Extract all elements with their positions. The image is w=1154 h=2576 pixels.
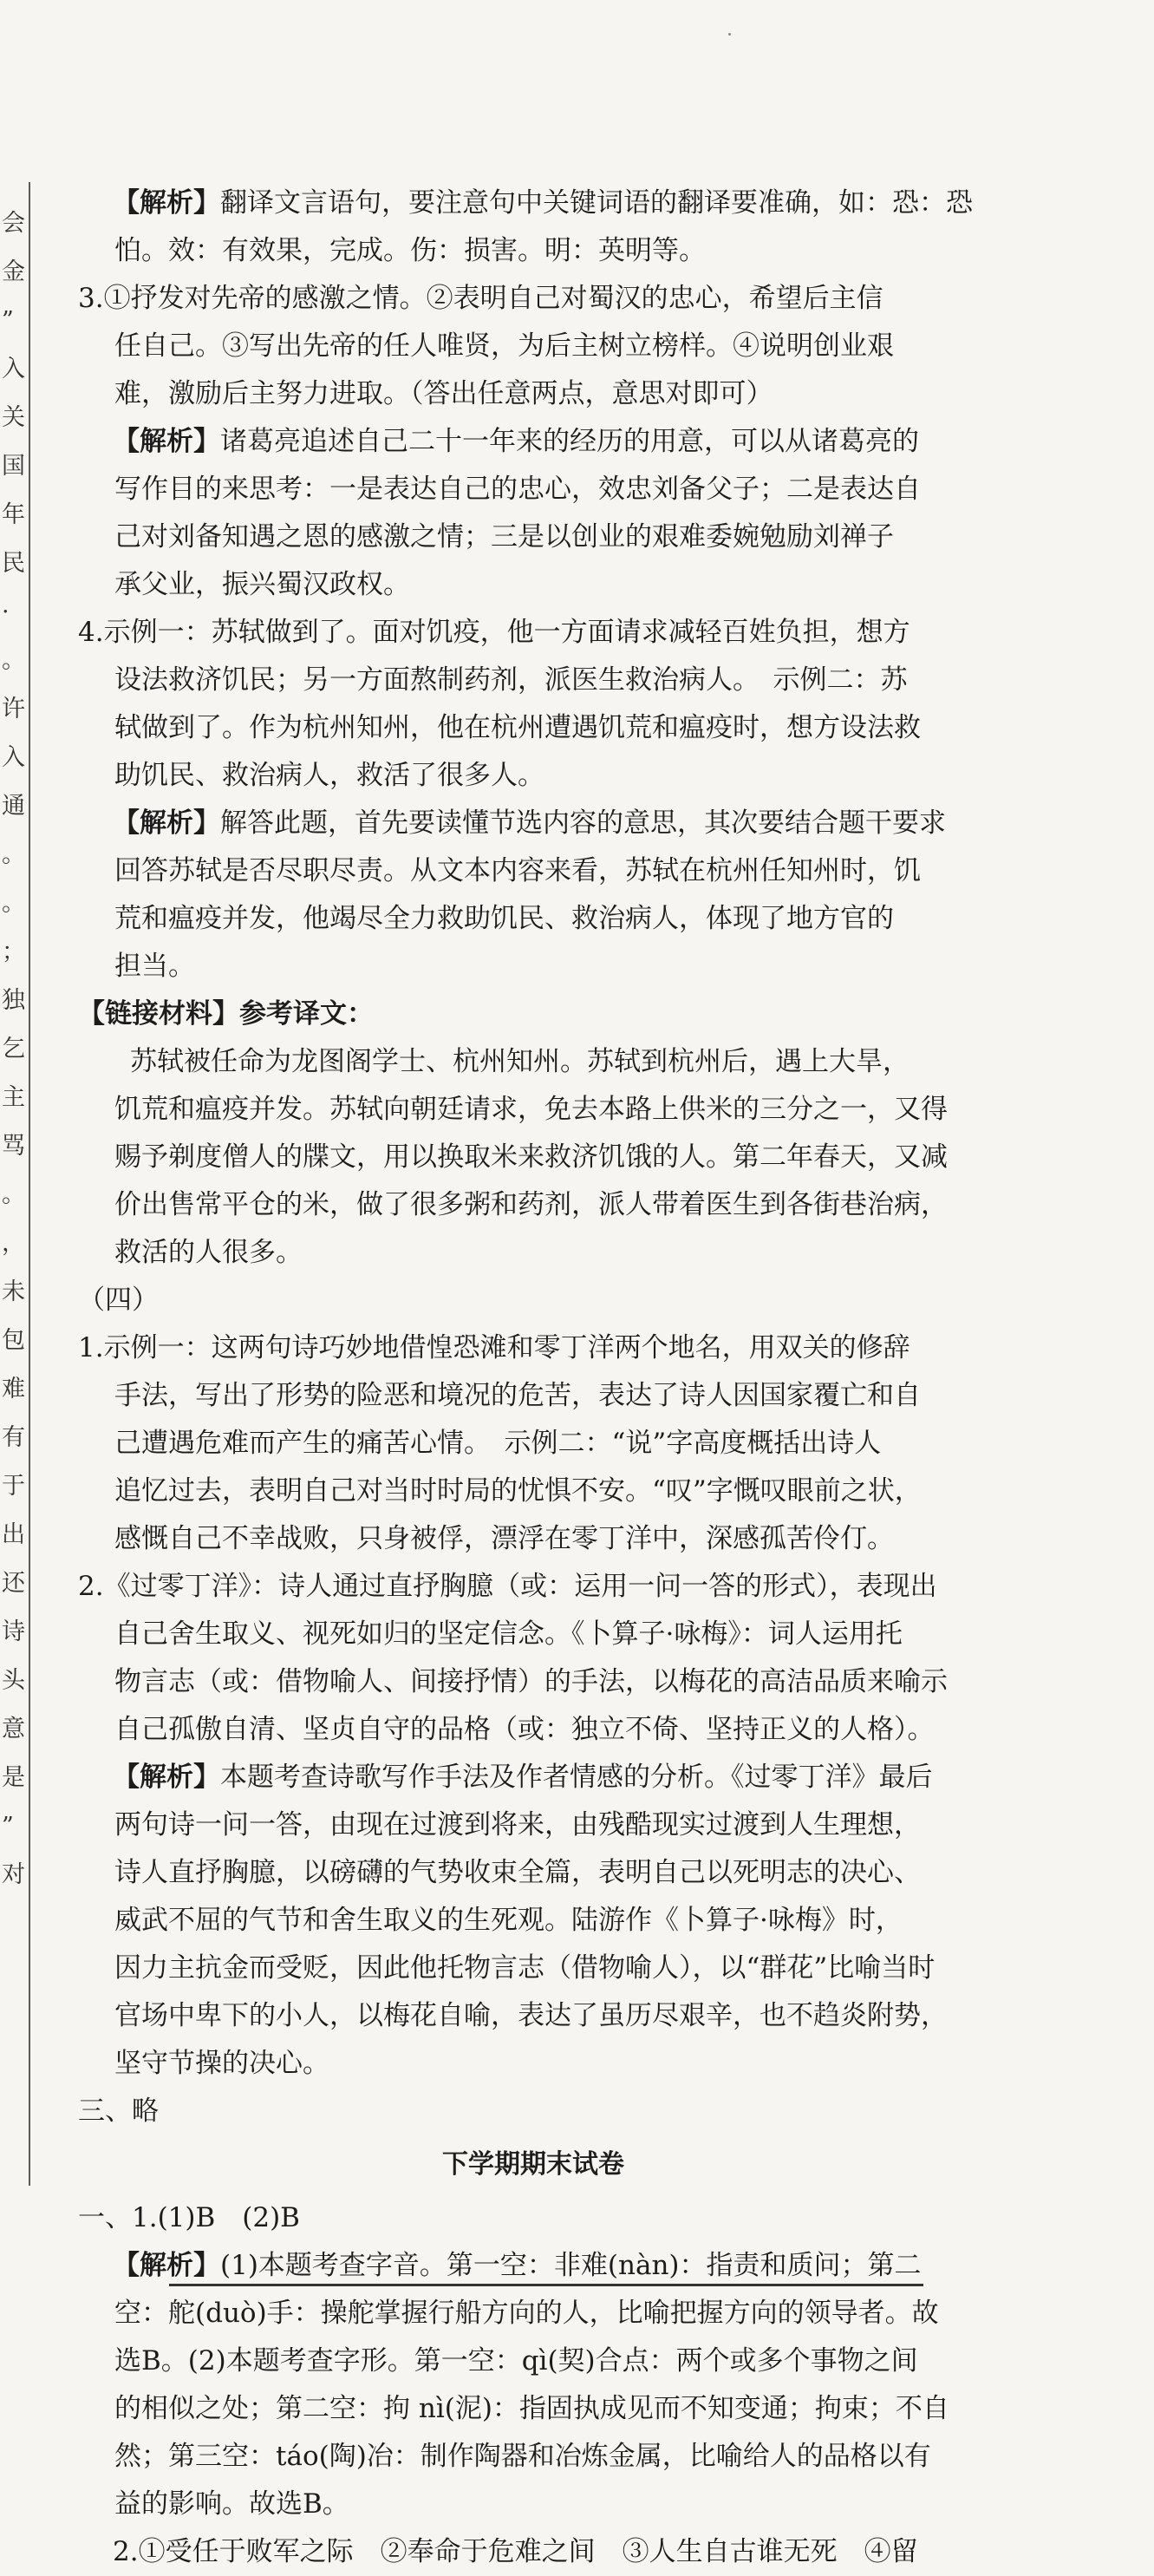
text-line	[78, 847, 988, 895]
line-text: 解答此题，首先要读懂节选内容的意思，其次要结合题干要求	[220, 807, 946, 839]
line-text: 救活的人很多。	[114, 1237, 303, 1268]
text-line	[78, 1563, 988, 1611]
line-text: 2.《过零丁洋》：诗人通过直抒胸臆（或：运用一问一答的形式），表现出	[78, 1571, 937, 1602]
text-line	[78, 2088, 988, 2135]
line-text: 助饥民、救治病人，救活了很多人。	[114, 760, 544, 791]
analysis-tag: 【解析】	[113, 426, 220, 457]
line-text: 自己舍生取义、视死如归的坚定信念。《卜算子·咏梅》：词人运用托	[114, 1618, 903, 1650]
line-text: 回答苏轼是否尽职尽责。从文本内容来看，苏轼在杭州任知州时，饥	[114, 855, 921, 886]
line-text: 三、略	[78, 2095, 159, 2127]
line-text: 空：舵(duò)手：操舵掌握行船方向的人，比喻把握方向的领导者。故	[114, 2298, 939, 2329]
text-line	[78, 513, 988, 561]
line-text: 怕。效：有效果，完成。伤：损害。明：英明等。	[114, 235, 706, 266]
text-line	[78, 2481, 988, 2528]
line-text: 设法救济饥民；另一方面熬制药剂，派医生救治病人。 示例二：苏	[114, 664, 908, 696]
line-text: 诸葛亮追述自己二十一年来的经历的用意，可以从诸葛亮的	[220, 426, 919, 457]
line-text: 饥荒和瘟疫并发。苏轼向朝廷请求，免去本路上供米的三分之一，又得	[114, 1094, 948, 1125]
line-text: 选B。(2)本题考查字形。第一空：qì(契)合点：两个或多个事物之间	[114, 2345, 918, 2377]
line-text: 苏轼被任命为龙图阁学士、杭州知州。苏轼到杭州后，遇上大旱，	[130, 1046, 910, 1077]
line-text: 手法，写出了形势的险恶和境况的危苦，表达了诗人因国家覆亡和自	[114, 1380, 921, 1411]
analysis-tag: 【解析】	[113, 2250, 220, 2281]
text-line	[78, 2528, 988, 2576]
text-line	[78, 1945, 988, 1992]
line-text: 然；第三空：táo(陶)冶：制作陶器和冶炼金属，比喻给人的品格以有	[114, 2441, 931, 2472]
text-line	[78, 1134, 988, 1181]
text-line	[78, 943, 988, 991]
analysis-tag: 【解析】	[113, 807, 220, 839]
line-text: 翻译文言语句，要注意句中关键词语的翻译要准确，如：恐：恐	[220, 187, 973, 219]
line-text: 物言志（或：借物喻人、间接抒情）的手法，以梅花的高洁品质来喻示	[114, 1666, 948, 1697]
line-text: 的相似之处；第二空：拘 nì(泥)：指固执成见而不知变通；拘束；不自	[114, 2393, 949, 2424]
text-line	[78, 895, 988, 943]
line-text: 感慨自己不幸战败，只身被俘，漂浮在零丁洋中，深感孤苦伶仃。	[114, 1523, 894, 1554]
line-text: 任自己。③写出先帝的任人唯贤，为后主树立榜样。④说明创业艰	[114, 330, 894, 362]
text-line	[78, 1468, 988, 1515]
text-line	[78, 1754, 988, 1801]
line-text: 4.示例一：苏轼做到了。面对饥疫，他一方面请求减轻百姓负担，想方	[78, 617, 910, 648]
text-line	[78, 1277, 988, 1324]
text-line	[78, 2290, 988, 2337]
text-line	[78, 657, 988, 704]
text-line	[78, 323, 988, 370]
line-text: 坚守节操的决心。	[114, 2048, 329, 2079]
line-text: 1.示例一：这两句诗巧妙地借惶恐滩和零丁洋两个地名，用双关的修辞	[78, 1332, 910, 1363]
text-line	[78, 2040, 988, 2088]
line-text: 写作目的来思考：一是表达自己的忠心，效忠刘备父子；二是表达自	[114, 474, 921, 505]
bottom-rule	[169, 2284, 923, 2286]
analysis-tag: 【链接材料】参考译文：	[78, 998, 374, 1030]
text-line	[78, 1515, 988, 1563]
text-line	[78, 466, 988, 513]
text-line	[78, 704, 988, 752]
analysis-tag: 【解析】	[113, 1762, 220, 1793]
line-text: 担当。	[114, 951, 195, 982]
line-text: 威武不屈的气节和舍生取义的生死观。陆游作《卜算子·咏梅》时，	[114, 1905, 903, 1936]
line-text: 自己孤傲自清、坚贞自守的品格（或：独立不倚、坚持正义的人格）。	[114, 1714, 935, 1745]
line-text: 己对刘备知遇之恩的感激之情；三是以创业的艰难委婉勉励刘禅子	[114, 521, 894, 552]
text-line	[78, 2194, 988, 2242]
line-text: 荒和瘟疫并发，他竭尽全力救助饥民、救治病人，体现了地方官的	[114, 903, 894, 934]
text-line	[78, 1324, 988, 1372]
line-text: 2.①受任于败军之际 ②奉命于危难之间 ③人生自古谁无死 ④留	[113, 2536, 918, 2567]
line-text: 两句诗一问一答，由现在过渡到将来，由残酷现实过渡到人生理想，	[114, 1809, 921, 1840]
text-line	[78, 1849, 988, 1897]
line-text: 益的影响。故选B。	[114, 2488, 349, 2520]
text-line	[78, 800, 988, 847]
line-text: 官场中卑下的小人，以梅花自喻，表达了虽历尽艰辛，也不趋炎附势，	[114, 2000, 948, 2031]
text-line	[78, 418, 988, 466]
line-text: 因力主抗金而受贬，因此他托物言志（借物喻人），以“群花”比喻当时	[114, 1952, 936, 1984]
line-text: 下学期期末试卷	[442, 2149, 624, 2180]
line-text: 己遭遇危难而产生的痛苦心情。 示例二：“说”字高度概括出诗人	[114, 1428, 882, 1459]
text-line	[78, 227, 988, 275]
text-line	[78, 991, 988, 1038]
previous-page-edge-text: 会 金 ” 入 关 国 年 民 · 。 许 入 通 。 。 ； 独 乞 主 骂 。 ， 未 包 难 有 于 出 还 诗 头 意 是 ” 对	[2, 210, 25, 1888]
text-line	[78, 1038, 988, 1086]
margin-divider	[29, 182, 30, 2186]
text-line	[78, 1801, 988, 1849]
text-line	[78, 2385, 988, 2433]
line-text: 轼做到了。作为杭州知州，他在杭州遭遇饥荒和瘟疫时，想方设法救	[114, 712, 921, 743]
scan-speck	[728, 33, 731, 36]
text-line	[78, 752, 988, 800]
text-line	[78, 1992, 988, 2040]
line-text: 诗人直抒胸臆，以磅礴的气势收束全篇，表明自己以死明志的决心、	[114, 1857, 921, 1888]
text-line	[78, 180, 988, 227]
answer-content	[78, 180, 988, 2576]
line-text: 承父业，振兴蜀汉政权。	[114, 569, 410, 600]
line-text: 难，激励后主努力进取。（答出任意两点，意思对即可）	[114, 378, 773, 409]
line-text: 本题考查诗歌写作手法及作者情感的分析。《过零丁洋》最后	[220, 1762, 933, 1793]
line-text: 价出售常平仓的米，做了很多粥和药剂，派人带着医生到各街巷治病，	[114, 1189, 948, 1220]
text-line	[78, 2337, 988, 2385]
line-text: 3.①抒发对先帝的感激之情。②表明自己对蜀汉的忠心，希望后主信	[78, 283, 883, 314]
text-line	[78, 1086, 988, 1134]
text-line	[78, 1658, 988, 1706]
analysis-tag: 【解析】	[113, 187, 220, 219]
section-heading	[78, 2135, 988, 2194]
text-line	[78, 561, 988, 609]
line-text: 赐予剃度僧人的牒文，用以换取米来救济饥饿的人。第二年春天，又减	[114, 1141, 948, 1173]
text-line	[78, 1181, 988, 1229]
text-line	[78, 2433, 988, 2481]
text-line	[78, 2242, 988, 2290]
text-line	[78, 1229, 988, 1277]
line-text: 一、1.(1)B (2)B	[78, 2202, 300, 2233]
line-text: （四）	[78, 1285, 159, 1316]
text-line	[78, 1372, 988, 1420]
text-line	[78, 1706, 988, 1754]
line-text: 追忆过去，表明自己对当时时局的忧惧不安。“叹”字慨叹眼前之状，	[114, 1475, 922, 1507]
text-line	[78, 1897, 988, 1945]
text-line	[78, 1420, 988, 1468]
line-text: (1)本题考查字音。第一空：非难(nàn)：指责和质问；第二	[220, 2250, 922, 2281]
text-line	[78, 370, 988, 418]
text-line	[78, 609, 988, 657]
text-line	[78, 275, 988, 323]
text-line	[78, 1611, 988, 1658]
